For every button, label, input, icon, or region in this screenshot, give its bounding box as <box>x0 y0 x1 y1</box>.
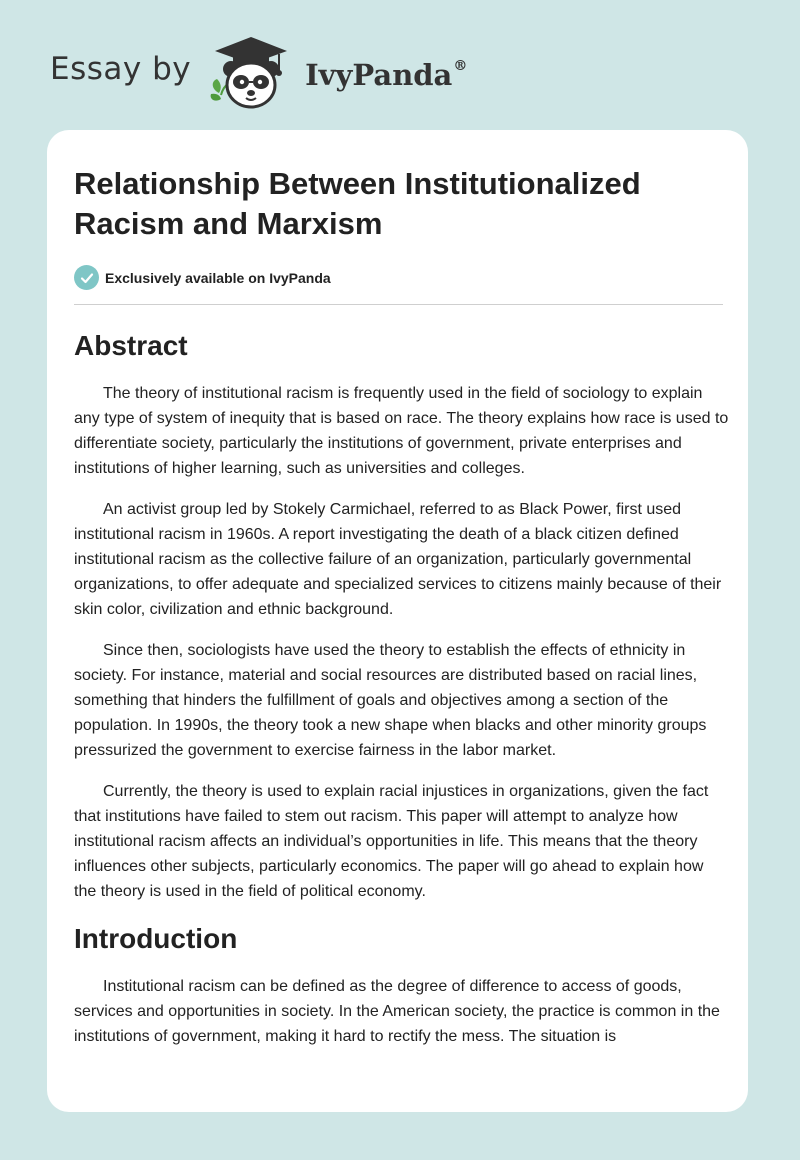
section-heading-abstract: Abstract <box>74 330 188 361</box>
panda-logo-icon[interactable] <box>205 33 297 111</box>
exclusive-label: Exclusively available on IvyPanda <box>105 269 331 286</box>
section-heading-introduction: Introduction <box>74 923 238 954</box>
article-title: Relationship Between Institutionalized Racism and Marxism <box>74 166 641 241</box>
exclusive-badge <box>74 265 721 290</box>
paragraph: Since then, sociologists have used the theory to establish the effects of ethnicity in society. For instance, material and social resources are distributed based on racial lines, something that hinders the fulfillment of goals and objectives among a section of the population. In 1990s, the theory took a new shape when blacks and other minority groups pressurized the government to exercise fairness in the labor market. <box>74 642 707 759</box>
paragraph: The theory of institutional racism is frequently used in the field of sociology to explain any type of system of inequity that is based on race. The theory explains how race is used to differentiate society, particularly the institutions of government, private enterprises and institutions of higher learning, such as universities and colleges. <box>74 385 729 477</box>
paragraph: Currently, the theory is used to explain racial injustices in organizations, given the fact that institutions have failed to stem out racism. This paper will attempt to analyze how institutional racism affects an individual’s opportunities in life. This means that the theory influences other subjects, particularly economics. The paper will go ahead to explain how the theory is used in the field of political economy. <box>74 783 709 900</box>
brand-header <box>50 32 467 112</box>
brand-name[interactable]: IvyPanda® <box>305 58 468 92</box>
article-card <box>47 130 748 1112</box>
brand-prefix: Essay by <box>50 51 192 87</box>
paragraph: An activist group led by Stokely Carmichael, referred to as Black Power, first used institutional racism in 1960s. A report investigating the death of a black citizen defined institutional racism as the collective failure of an organization, particularly governmental organizations, to offer adequate and specialized services to citizens mainly because of their skin color, civilization and ethnic background. <box>74 501 722 618</box>
paragraph: Institutional racism can be defined as the degree of difference to access of goods, services and opportunities in society. In the American society, the practice is common in the institutions of government, making it hard to rectify the mess. The situation is <box>74 978 720 1045</box>
check-circle-icon <box>74 265 99 290</box>
divider <box>74 304 723 305</box>
